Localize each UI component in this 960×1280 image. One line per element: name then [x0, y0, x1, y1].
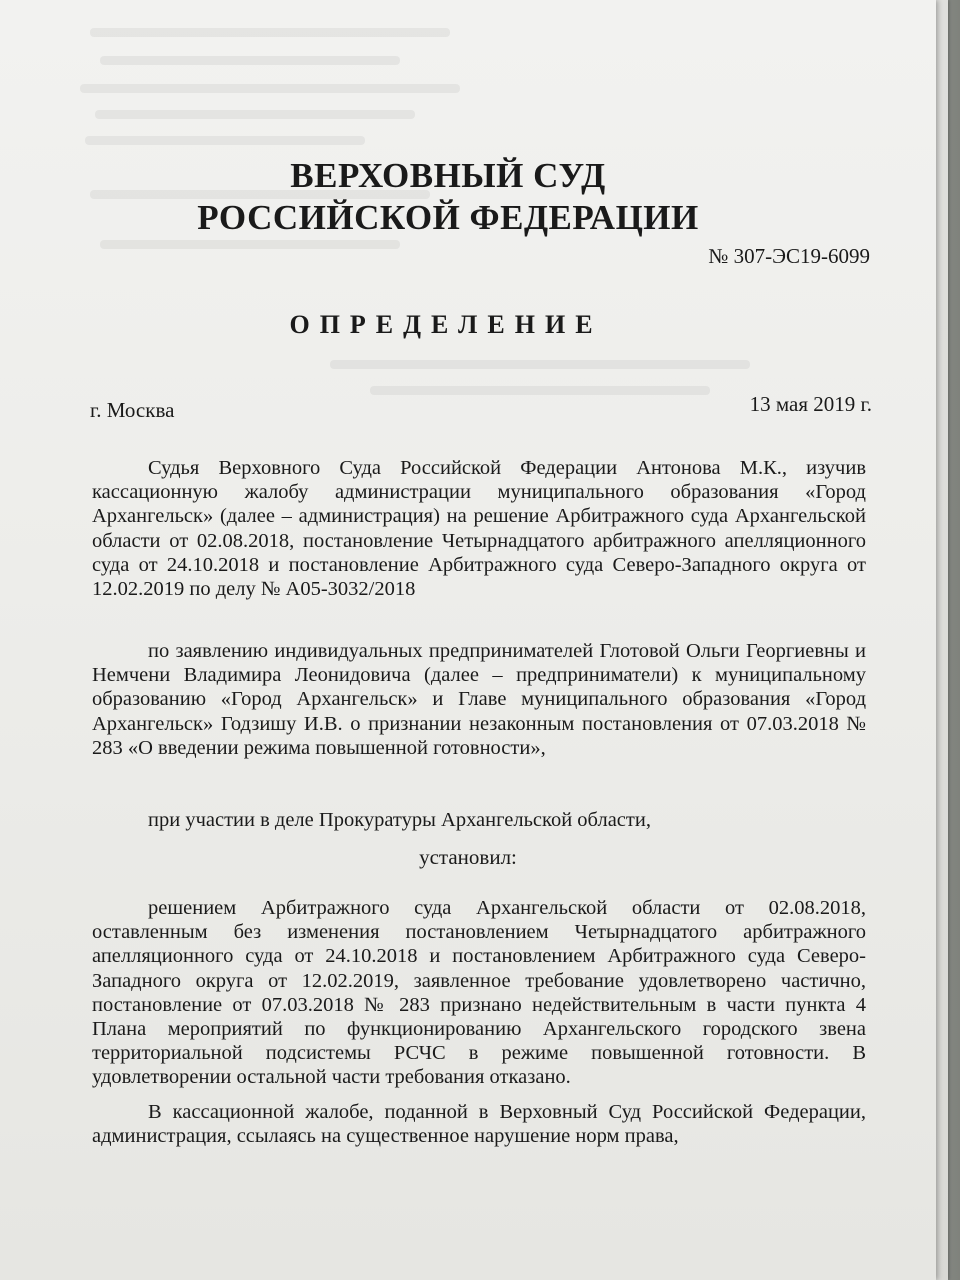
paragraph-intro: Судья Верховного Суда Российской Федерации Антонова М.К., изучив кассационную жалобу администрации муниципального образования «Город Архангельск» (далее – администрация) на решение Арбитражного суда Архангельской области от 02.08.2018, постановление Четырнадцатого арбитражного апелляционного суда от 24.10.2018 и постановление Арбитражного суда Северо-Западного округа от 12.02.2019 по делу № А05-3032/2018 [92, 457, 866, 601]
paragraph-prosecutor: при участии в деле Прокуратуры Архангельской области, [148, 809, 651, 831]
court-name-line-1: ВЕРХОВНЫЙ СУД [290, 156, 606, 195]
case-number: № 307-ЭС19-6099 [708, 244, 870, 268]
city: г. Москва [90, 398, 175, 422]
document-date: 13 мая 2019 г. [749, 392, 872, 416]
paragraph-cassation: В кассационной жалобе, поданной в Верховный Суд Российской Федерации, администрация, ссылаясь на существенное нарушение норм права, [92, 1101, 866, 1148]
verdict-heading: установил: [419, 845, 517, 869]
document-title: ОПРЕДЕЛЕНИЕ [289, 310, 603, 339]
paragraph-application: по заявлению индивидуальных предпринимателей Глотовой Ольги Георгиевны и Немчени Владимира Леонидовича (далее – предприниматели) к муниципальному образованию «Город Архангельск» и Главе муниципального образования «Город Архангельск» Годзишу И.В. о признании незаконным постановления от 07.03.2018 № 283 «О введении режима повышенной готовности», [92, 640, 866, 759]
paragraph-decision: решением Арбитражного суда Архангельской области от 02.08.2018, оставленным без изменения постановлением Четырнадцатого арбитражного апелляционного суда от 24.10.2018 и постановлением Арбитражного суда Северо-Западного округа от 12.02.2019, заявленное требование удовлетворено частично, постановление от 07.03.2018 № 283 признано недействительным в части пункта 4 Плана мероприятий по функционированию Архангельского городского звена территориальной подсистемы РСЧС в режиме повышенной готовности. В удовлетворении остальной части требования отказано. [92, 897, 866, 1089]
court-name-line-2: РОССИЙСКОЙ ФЕДЕРАЦИИ [197, 198, 699, 237]
